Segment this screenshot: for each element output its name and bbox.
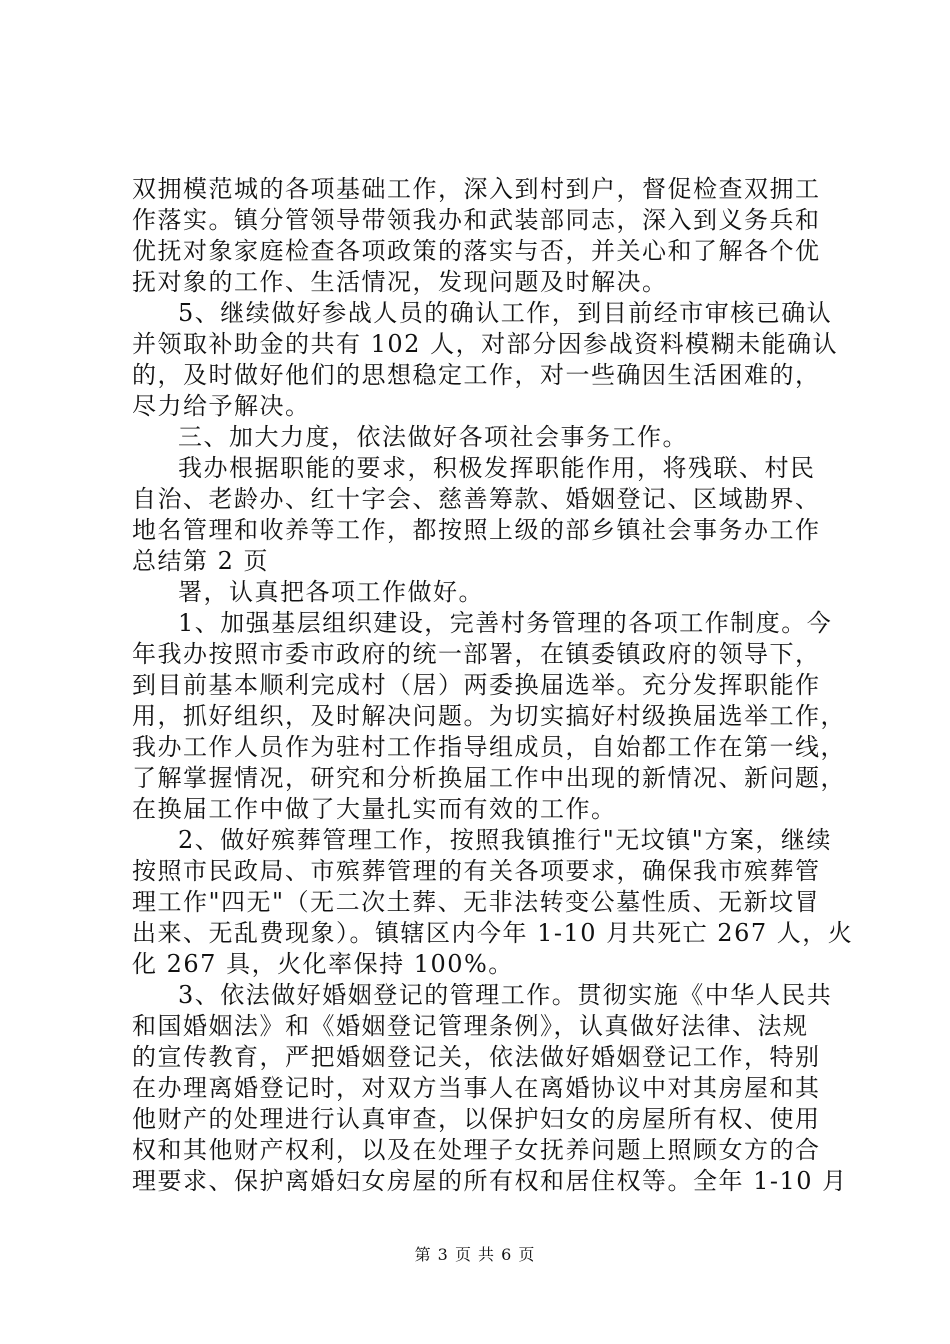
text-line: 他财产的处理进行认真审查，以保护妇女的房屋所有权、使用 [132, 1105, 821, 1133]
text-line: 权和其他财产权利，以及在处理子女抚养问题上照顾女方的合 [132, 1136, 821, 1164]
section-heading: 三、加大力度，依法做好各项社会事务工作。 [178, 423, 688, 451]
text-line: 我办工作人员作为驻村工作指导组成员，自始都工作在第一线， [132, 733, 846, 761]
text-line: 到目前基本顺利完成村（居）两委换届选举。充分发挥职能作 [132, 671, 821, 699]
text-line: 总结第 2 页 [132, 547, 270, 575]
text-line: 双拥模范城的各项基础工作，深入到村到户，督促检查双拥工 [132, 175, 821, 203]
text-line: 的，及时做好他们的思想稳定工作，对一些确因生活困难的， [132, 361, 821, 389]
text-line: 抚对象的工作、生活情况，发现问题及时解决。 [132, 268, 668, 296]
text-line: 在办理离婚登记时，对双方当事人在离婚协议中对其房屋和其 [132, 1074, 821, 1102]
text-line: 3、依法做好婚姻登记的管理工作。贯彻实施《中华人民共 [178, 981, 833, 1009]
text-line: 用，抓好组织，及时解决问题。为切实搞好村级换届选举工作， [132, 702, 846, 730]
text-line: 2、做好殡葬管理工作，按照我镇推行"无坟镇"方案，继续 [178, 826, 832, 854]
text-line: 和国婚姻法》和《婚姻登记管理条例》，认真做好法律、法规 [132, 1012, 809, 1040]
text-line: 我办根据职能的要求，积极发挥职能作用，将残联、村民 [178, 454, 816, 482]
text-line: 化 267 具，火化率保持 100%。 [132, 950, 514, 978]
text-line: 1、加强基层组织建设，完善村务管理的各项工作制度。今 [178, 609, 833, 637]
text-line: 地名管理和收养等工作，都按照上级的部乡镇社会事务办工作 [132, 516, 821, 544]
text-line: 在换届工作中做了大量扎实而有效的工作。 [132, 795, 617, 823]
text-line: 的宣传教育，严把婚姻登记关，依法做好婚姻登记工作，特别 [132, 1043, 821, 1071]
page-footer: 第 3 页 共 6 页 [414, 1245, 536, 1264]
text-line: 尽力给予解决。 [132, 392, 311, 420]
text-line: 自治、老龄办、红十字会、慈善筹款、婚姻登记、区域勘界、 [132, 485, 821, 513]
text-line: 优抚对象家庭检查各项政策的落实与否，并关心和了解各个优 [132, 237, 821, 265]
text-line: 5、继续做好参战人员的确认工作，到目前经市审核已确认 [178, 299, 833, 327]
text-line: 了解掌握情况，研究和分析换届工作中出现的新情况、新问题， [132, 764, 846, 792]
text-line: 理工作"四无"（无二次土葬、无非法转变公墓性质、无新坟冒 [132, 888, 821, 916]
text-line: 作落实。镇分管领导带领我办和武装部同志，深入到义务兵和 [132, 206, 821, 234]
text-line: 年我办按照市委市政府的统一部署，在镇委镇政府的领导下， [132, 640, 821, 668]
text-line: 并领取补助金的共有 102 人，对部分因参战资料模糊未能确认 [132, 330, 839, 358]
text-line: 理要求、保护离婚妇女房屋的所有权和居住权等。全年 1-10 月 [132, 1167, 848, 1195]
text-line: 按照市民政局、市殡葬管理的有关各项要求，确保我市殡葬管 [132, 857, 821, 885]
text-line: 署，认真把各项工作做好。 [178, 578, 484, 606]
text-line: 出来、无乱费现象）。镇辖区内今年 1-10 月共死亡 267 人，火 [132, 919, 854, 947]
